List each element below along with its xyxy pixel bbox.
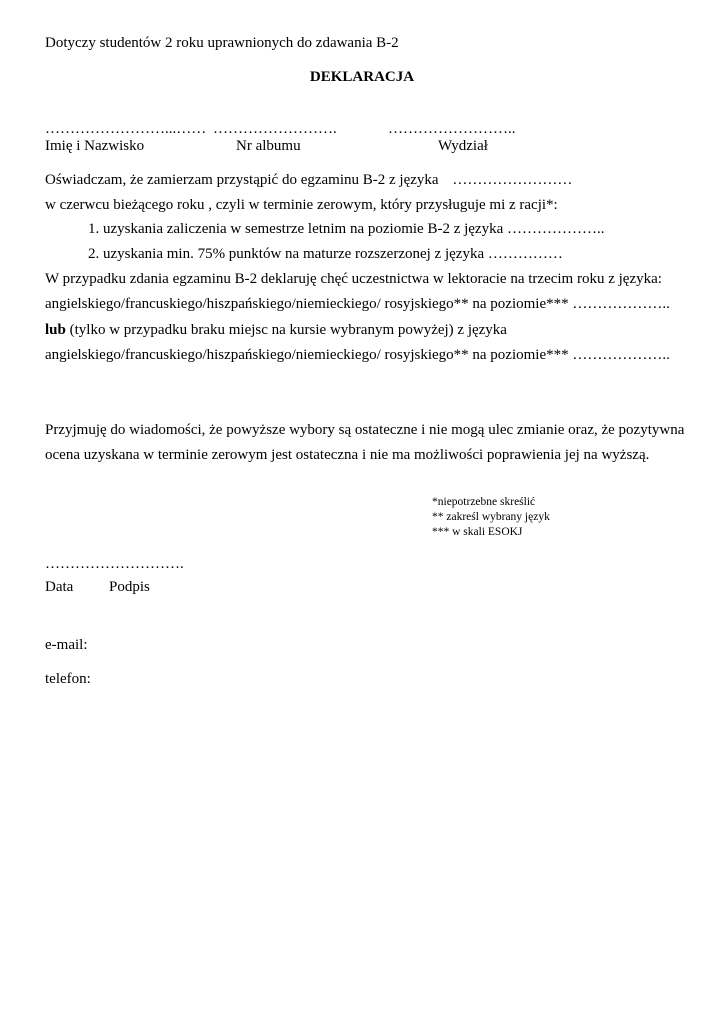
lectorate-intro: W przypadku zdania egzaminu B-2 deklaruję chęć uczestnictwa w lektoracie na trzecim roku z języka: (45, 271, 662, 287)
signature-dots: ………………………. (45, 556, 184, 572)
statement-text: Oświadczam, że zamierzam przystąpić do egzaminu B-2 z języka (45, 172, 439, 188)
reason-1: 1. uzyskania zaliczenia w semestrze letnim na poziomie B-2 z języka ……………….. (88, 221, 605, 237)
phone-label: telefon: (45, 671, 91, 687)
languages-line-1: angielskiego/francuskiego/hiszpańskiego/niemieckiego/ rosyjskiego** na poziomie*** ……………….. (45, 296, 670, 312)
acknowledgement-line-1: Przyjmuję do wiadomości, że powyższe wybory są ostateczne i nie mogą ulec zmianie oraz, że pozytywna (45, 422, 685, 438)
document-title: DEKLARACJA (309, 69, 415, 85)
alternative-line (45, 321, 507, 339)
language-dots: …………………… (452, 172, 573, 188)
languages-line-2: angielskiego/francuskiego/hiszpańskiego/niemieckiego/ rosyjskiego** na poziomie*** ……………….. (45, 347, 670, 363)
header-note: Dotyczy studentów 2 roku uprawnionych do zdawania B-2 (45, 35, 399, 51)
date-label: Data (45, 579, 74, 595)
alternative-text: (tylko w przypadku braku miejsc na kursie wybranym powyżej) z języka (65, 322, 507, 338)
name-dots: ……………………...…… (45, 121, 207, 137)
statement-line-2: w czerwcu bieżącego roku , czyli w terminie zerowym, który przysługuje mi z racji*: (45, 197, 558, 213)
reason-2: 2. uzyskania min. 75% punktów na maturze rozszerzonej z języka …………… (88, 246, 563, 262)
name-label: Imię i Nazwisko (45, 138, 145, 154)
faculty-dots: …………………….. (388, 121, 516, 137)
email-label: e-mail: (45, 637, 88, 653)
album-label: Nr albumu (236, 138, 301, 154)
alternative-bold: lub (45, 322, 66, 338)
signature-label: Podpis (109, 579, 150, 595)
footnote-1: *niepotrzebne skreślić (432, 496, 536, 508)
statement-line-1 (45, 171, 572, 189)
acknowledgement-line-2: ocena uzyskana w terminie zerowym jest ostateczna i nie ma możliwości poprawienia jej na wyższą. (45, 447, 650, 463)
faculty-label: Wydział (438, 138, 488, 154)
footnote-3: *** w skali ESOKJ (432, 526, 523, 538)
album-dots: ……………………. (213, 121, 337, 137)
footnote-2: ** zakreśl wybrany język (432, 511, 550, 523)
